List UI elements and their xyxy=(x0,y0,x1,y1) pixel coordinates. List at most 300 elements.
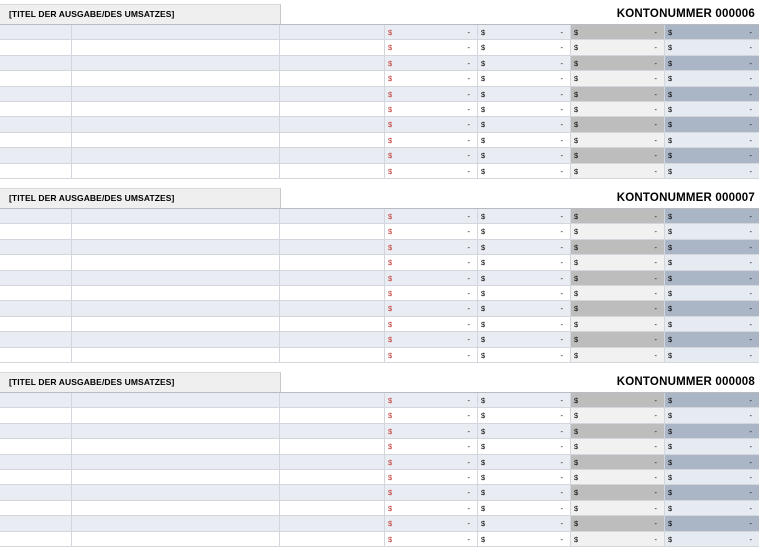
currency-symbol: $ xyxy=(574,104,579,114)
amount-value: - xyxy=(654,104,657,114)
amount-value: - xyxy=(560,335,563,345)
amount-cell[interactable] xyxy=(665,470,759,484)
amount-value: - xyxy=(467,319,470,329)
text-cell[interactable] xyxy=(0,501,72,515)
amount-value: - xyxy=(654,288,657,298)
amount-cell[interactable] xyxy=(571,71,665,85)
text-cell[interactable] xyxy=(0,255,72,269)
text-cell[interactable] xyxy=(280,301,385,315)
table-row xyxy=(0,255,759,270)
text-cell[interactable] xyxy=(0,348,72,362)
amount-cell[interactable] xyxy=(478,56,571,70)
text-cell[interactable] xyxy=(0,301,72,315)
amount-cell[interactable] xyxy=(478,516,571,530)
amount-cell[interactable] xyxy=(665,164,759,178)
text-cell[interactable] xyxy=(280,470,385,484)
text-cell[interactable] xyxy=(72,148,280,162)
amount-value: - xyxy=(467,534,470,544)
amount-cell[interactable] xyxy=(478,317,571,331)
amount-value: - xyxy=(467,89,470,99)
amount-value: - xyxy=(560,411,563,421)
text-cell[interactable] xyxy=(72,240,280,254)
table-row xyxy=(0,224,759,239)
text-cell[interactable] xyxy=(280,516,385,530)
amount-cell[interactable] xyxy=(665,56,759,70)
amount-value: - xyxy=(560,28,563,37)
text-cell[interactable] xyxy=(72,133,280,147)
amount-cell[interactable] xyxy=(571,209,665,223)
amount-cell[interactable] xyxy=(385,439,478,453)
amount-value: - xyxy=(467,227,470,237)
currency-symbol: $ xyxy=(668,273,673,283)
table-row xyxy=(0,408,759,423)
text-cell[interactable] xyxy=(72,393,280,407)
currency-symbol: $ xyxy=(481,104,486,114)
amount-cell[interactable] xyxy=(478,485,571,499)
amount-cell[interactable] xyxy=(571,133,665,147)
amount-cell[interactable] xyxy=(665,71,759,85)
amount-value: - xyxy=(654,519,657,529)
amount-cell[interactable] xyxy=(665,148,759,162)
currency-symbol: $ xyxy=(481,472,486,482)
text-cell[interactable] xyxy=(0,240,72,254)
text-cell[interactable] xyxy=(72,56,280,70)
amount-cell[interactable] xyxy=(571,40,665,54)
text-cell[interactable] xyxy=(280,240,385,254)
amount-cell[interactable] xyxy=(665,102,759,116)
text-cell[interactable] xyxy=(280,56,385,70)
amount-value: - xyxy=(560,58,563,68)
amount-cell[interactable] xyxy=(478,470,571,484)
currency-symbol: $ xyxy=(388,350,393,360)
text-cell[interactable] xyxy=(72,87,280,101)
currency-symbol: $ xyxy=(668,335,673,345)
currency-symbol: $ xyxy=(388,258,393,268)
currency-symbol: $ xyxy=(481,151,486,161)
text-cell[interactable] xyxy=(0,424,72,438)
amount-cell[interactable] xyxy=(385,516,478,530)
amount-cell[interactable] xyxy=(665,240,759,254)
amount-value: - xyxy=(654,212,657,221)
amount-cell[interactable] xyxy=(478,301,571,315)
amount-cell[interactable] xyxy=(665,271,759,285)
amount-value: - xyxy=(467,242,470,252)
amount-cell[interactable] xyxy=(571,317,665,331)
text-cell[interactable] xyxy=(280,209,385,223)
amount-value: - xyxy=(467,120,470,130)
amount-cell[interactable] xyxy=(478,25,571,39)
text-cell[interactable] xyxy=(280,424,385,438)
text-cell[interactable] xyxy=(280,40,385,54)
text-cell[interactable] xyxy=(280,501,385,515)
amount-value: - xyxy=(560,304,563,314)
amount-value: - xyxy=(654,350,657,360)
table-row xyxy=(0,87,759,102)
table-row xyxy=(0,56,759,71)
text-cell[interactable] xyxy=(280,317,385,331)
amount-cell[interactable] xyxy=(478,148,571,162)
amount-cell[interactable] xyxy=(571,102,665,116)
amount-cell[interactable] xyxy=(478,455,571,469)
text-cell[interactable] xyxy=(280,164,385,178)
currency-symbol: $ xyxy=(574,120,579,130)
amount-value: - xyxy=(749,89,752,99)
amount-cell[interactable] xyxy=(571,470,665,484)
currency-symbol: $ xyxy=(668,166,673,176)
text-cell[interactable] xyxy=(72,255,280,269)
text-cell[interactable] xyxy=(280,286,385,300)
table-row xyxy=(0,532,759,547)
amount-cell[interactable] xyxy=(478,393,571,407)
amount-cell[interactable] xyxy=(385,240,478,254)
amount-cell[interactable] xyxy=(478,102,571,116)
currency-symbol: $ xyxy=(574,396,579,405)
amount-cell[interactable] xyxy=(478,271,571,285)
amount-cell[interactable] xyxy=(571,424,665,438)
currency-symbol: $ xyxy=(574,319,579,329)
amount-cell[interactable] xyxy=(571,117,665,131)
amount-cell[interactable] xyxy=(571,148,665,162)
currency-symbol: $ xyxy=(668,151,673,161)
text-cell[interactable] xyxy=(0,164,72,178)
amount-cell[interactable] xyxy=(385,332,478,346)
amount-value: - xyxy=(560,166,563,176)
currency-symbol: $ xyxy=(388,396,393,405)
amount-cell[interactable] xyxy=(571,164,665,178)
amount-cell[interactable] xyxy=(571,271,665,285)
amount-cell[interactable] xyxy=(385,164,478,178)
text-cell[interactable] xyxy=(72,271,280,285)
text-cell[interactable] xyxy=(0,408,72,422)
amount-cell[interactable] xyxy=(665,301,759,315)
amount-cell[interactable] xyxy=(665,133,759,147)
amount-cell[interactable] xyxy=(385,393,478,407)
amount-cell[interactable] xyxy=(385,501,478,515)
amount-cell[interactable] xyxy=(478,133,571,147)
amount-cell[interactable] xyxy=(665,87,759,101)
amount-cell[interactable] xyxy=(665,501,759,515)
text-cell[interactable] xyxy=(0,455,72,469)
amount-cell[interactable] xyxy=(478,286,571,300)
text-cell[interactable] xyxy=(72,348,280,362)
amount-cell[interactable] xyxy=(385,455,478,469)
text-cell[interactable] xyxy=(0,209,72,223)
amount-cell[interactable] xyxy=(571,286,665,300)
text-cell[interactable] xyxy=(280,102,385,116)
text-cell[interactable] xyxy=(72,501,280,515)
amount-cell[interactable] xyxy=(385,301,478,315)
currency-symbol: $ xyxy=(668,319,673,329)
amount-value: - xyxy=(467,104,470,114)
amount-cell[interactable] xyxy=(478,408,571,422)
text-cell[interactable] xyxy=(280,485,385,499)
text-cell[interactable] xyxy=(72,317,280,331)
amount-cell[interactable] xyxy=(571,301,665,315)
text-cell[interactable] xyxy=(0,56,72,70)
currency-symbol: $ xyxy=(668,426,673,436)
currency-symbol: $ xyxy=(481,319,486,329)
section-title[interactable]: [TITEL DER AUSGABE/DES UMSATZES] xyxy=(0,4,281,24)
amount-cell[interactable] xyxy=(571,224,665,238)
currency-symbol: $ xyxy=(388,58,393,68)
amount-value: - xyxy=(467,442,470,452)
amount-cell[interactable] xyxy=(478,348,571,362)
amount-cell[interactable] xyxy=(571,348,665,362)
text-cell[interactable] xyxy=(0,439,72,453)
text-cell[interactable] xyxy=(0,148,72,162)
text-cell[interactable] xyxy=(72,301,280,315)
amount-cell[interactable] xyxy=(478,117,571,131)
amount-cell[interactable] xyxy=(665,408,759,422)
amount-cell[interactable] xyxy=(385,25,478,39)
amount-cell[interactable] xyxy=(385,56,478,70)
amount-value: - xyxy=(654,304,657,314)
amount-cell[interactable] xyxy=(571,25,665,39)
text-cell[interactable] xyxy=(280,408,385,422)
amount-value: - xyxy=(467,212,470,221)
text-cell[interactable] xyxy=(280,25,385,39)
amount-cell[interactable] xyxy=(571,439,665,453)
amount-cell[interactable] xyxy=(385,317,478,331)
amount-cell[interactable] xyxy=(665,332,759,346)
text-cell[interactable] xyxy=(280,439,385,453)
amount-cell[interactable] xyxy=(665,393,759,407)
currency-symbol: $ xyxy=(574,212,579,221)
text-cell[interactable] xyxy=(72,532,280,546)
section-title[interactable]: [TITEL DER AUSGABE/DES UMSATZES] xyxy=(0,188,281,208)
text-cell[interactable] xyxy=(72,424,280,438)
amount-cell[interactable] xyxy=(571,501,665,515)
text-cell[interactable] xyxy=(72,40,280,54)
currency-symbol: $ xyxy=(388,89,393,99)
text-cell[interactable] xyxy=(280,148,385,162)
text-cell[interactable] xyxy=(72,164,280,178)
currency-symbol: $ xyxy=(668,258,673,268)
amount-cell[interactable] xyxy=(478,209,571,223)
amount-cell[interactable] xyxy=(665,224,759,238)
text-cell[interactable] xyxy=(0,117,72,131)
amount-cell[interactable] xyxy=(478,224,571,238)
amount-cell[interactable] xyxy=(385,271,478,285)
amount-value: - xyxy=(467,396,470,405)
amount-cell[interactable] xyxy=(665,348,759,362)
amount-value: - xyxy=(560,120,563,130)
amount-cell[interactable] xyxy=(385,470,478,484)
amount-cell[interactable] xyxy=(665,255,759,269)
text-cell[interactable] xyxy=(280,455,385,469)
currency-symbol: $ xyxy=(668,396,673,405)
amount-cell[interactable] xyxy=(385,133,478,147)
text-cell[interactable] xyxy=(280,117,385,131)
text-cell[interactable] xyxy=(72,25,280,39)
amount-cell[interactable] xyxy=(665,485,759,499)
currency-symbol: $ xyxy=(574,457,579,467)
amount-cell[interactable] xyxy=(385,224,478,238)
account-number: KONTONUMMER 000007 xyxy=(616,192,755,204)
section-title[interactable]: [TITEL DER AUSGABE/DES UMSATZES] xyxy=(0,372,281,392)
text-cell[interactable] xyxy=(280,224,385,238)
text-cell[interactable] xyxy=(280,133,385,147)
amount-cell[interactable] xyxy=(385,71,478,85)
amount-cell[interactable] xyxy=(385,87,478,101)
amount-cell[interactable] xyxy=(385,424,478,438)
currency-symbol: $ xyxy=(388,43,393,53)
amount-cell[interactable] xyxy=(385,485,478,499)
text-cell[interactable] xyxy=(0,71,72,85)
amount-cell[interactable] xyxy=(665,516,759,530)
currency-symbol: $ xyxy=(388,442,393,452)
amount-cell[interactable] xyxy=(385,102,478,116)
currency-symbol: $ xyxy=(574,534,579,544)
currency-symbol: $ xyxy=(481,335,486,345)
amount-value: - xyxy=(749,242,752,252)
amount-cell[interactable] xyxy=(571,332,665,346)
text-cell[interactable] xyxy=(0,271,72,285)
amount-cell[interactable] xyxy=(665,439,759,453)
currency-symbol: $ xyxy=(388,104,393,114)
amount-cell[interactable] xyxy=(385,255,478,269)
amount-cell[interactable] xyxy=(665,209,759,223)
table-row xyxy=(0,40,759,55)
amount-value: - xyxy=(749,43,752,53)
amount-cell[interactable] xyxy=(571,87,665,101)
amount-cell[interactable] xyxy=(478,532,571,546)
amount-cell[interactable] xyxy=(385,117,478,131)
amount-value: - xyxy=(467,258,470,268)
currency-symbol: $ xyxy=(574,411,579,421)
amount-cell[interactable] xyxy=(478,40,571,54)
currency-symbol: $ xyxy=(574,519,579,529)
text-cell[interactable] xyxy=(0,87,72,101)
text-cell[interactable] xyxy=(72,516,280,530)
amount-cell[interactable] xyxy=(385,40,478,54)
text-cell[interactable] xyxy=(0,102,72,116)
text-cell[interactable] xyxy=(72,209,280,223)
amount-cell[interactable] xyxy=(571,240,665,254)
amount-value: - xyxy=(654,426,657,436)
text-cell[interactable] xyxy=(0,532,72,546)
text-cell[interactable] xyxy=(280,332,385,346)
text-cell[interactable] xyxy=(72,224,280,238)
currency-symbol: $ xyxy=(668,58,673,68)
amount-cell[interactable] xyxy=(478,164,571,178)
text-cell[interactable] xyxy=(0,40,72,54)
text-cell[interactable] xyxy=(280,255,385,269)
amount-value: - xyxy=(560,350,563,360)
amount-cell[interactable] xyxy=(665,117,759,131)
amount-cell[interactable] xyxy=(665,286,759,300)
amount-cell[interactable] xyxy=(571,56,665,70)
text-cell[interactable] xyxy=(0,393,72,407)
text-cell[interactable] xyxy=(0,224,72,238)
amount-value: - xyxy=(749,304,752,314)
currency-symbol: $ xyxy=(574,426,579,436)
amount-value: - xyxy=(467,58,470,68)
text-cell[interactable] xyxy=(0,516,72,530)
text-cell[interactable] xyxy=(72,117,280,131)
amount-cell[interactable] xyxy=(571,485,665,499)
amount-cell[interactable] xyxy=(385,532,478,546)
text-cell[interactable] xyxy=(0,133,72,147)
amount-value: - xyxy=(654,43,657,53)
text-cell[interactable] xyxy=(0,332,72,346)
text-cell[interactable] xyxy=(280,271,385,285)
text-cell[interactable] xyxy=(280,87,385,101)
amount-cell[interactable] xyxy=(571,255,665,269)
text-cell[interactable] xyxy=(72,485,280,499)
text-cell[interactable] xyxy=(72,71,280,85)
amount-cell[interactable] xyxy=(478,87,571,101)
text-cell[interactable] xyxy=(0,25,72,39)
text-cell[interactable] xyxy=(72,102,280,116)
amount-cell[interactable] xyxy=(665,455,759,469)
amount-cell[interactable] xyxy=(665,424,759,438)
amount-cell[interactable] xyxy=(571,516,665,530)
currency-symbol: $ xyxy=(481,350,486,360)
account-number: KONTONUMMER 000006 xyxy=(616,8,755,20)
text-cell[interactable] xyxy=(0,317,72,331)
currency-symbol: $ xyxy=(481,442,486,452)
text-cell[interactable] xyxy=(280,532,385,546)
amount-cell[interactable] xyxy=(571,455,665,469)
text-cell[interactable] xyxy=(72,332,280,346)
currency-symbol: $ xyxy=(668,411,673,421)
amount-cell[interactable] xyxy=(665,317,759,331)
amount-cell[interactable] xyxy=(385,286,478,300)
amount-cell[interactable] xyxy=(385,209,478,223)
text-cell[interactable] xyxy=(72,439,280,453)
table-row xyxy=(0,271,759,286)
text-cell[interactable] xyxy=(280,348,385,362)
text-cell[interactable] xyxy=(280,71,385,85)
currency-symbol: $ xyxy=(668,503,673,513)
amount-value: - xyxy=(467,288,470,298)
currency-symbol: $ xyxy=(388,135,393,145)
text-cell[interactable] xyxy=(0,485,72,499)
text-cell[interactable] xyxy=(0,470,72,484)
amount-value: - xyxy=(654,151,657,161)
text-cell[interactable] xyxy=(72,408,280,422)
amount-cell[interactable] xyxy=(478,439,571,453)
text-cell[interactable] xyxy=(280,393,385,407)
currency-symbol: $ xyxy=(668,135,673,145)
currency-symbol: $ xyxy=(574,335,579,345)
amount-cell[interactable] xyxy=(571,393,665,407)
amount-value: - xyxy=(467,135,470,145)
amount-cell[interactable] xyxy=(478,255,571,269)
amount-value: - xyxy=(749,472,752,482)
amount-cell[interactable] xyxy=(571,532,665,546)
amount-cell[interactable] xyxy=(478,332,571,346)
amount-cell[interactable] xyxy=(385,408,478,422)
amount-cell[interactable] xyxy=(478,424,571,438)
amount-value: - xyxy=(560,472,563,482)
amount-cell[interactable] xyxy=(478,71,571,85)
text-cell[interactable] xyxy=(72,286,280,300)
amount-cell[interactable] xyxy=(478,501,571,515)
amount-cell[interactable] xyxy=(665,40,759,54)
amount-cell[interactable] xyxy=(665,532,759,546)
amount-cell[interactable] xyxy=(385,148,478,162)
text-cell[interactable] xyxy=(72,455,280,469)
amount-cell[interactable] xyxy=(571,408,665,422)
amount-value: - xyxy=(749,503,752,513)
text-cell[interactable] xyxy=(0,286,72,300)
amount-cell[interactable] xyxy=(385,348,478,362)
text-cell[interactable] xyxy=(72,470,280,484)
amount-cell[interactable] xyxy=(478,240,571,254)
amount-cell[interactable] xyxy=(665,25,759,39)
